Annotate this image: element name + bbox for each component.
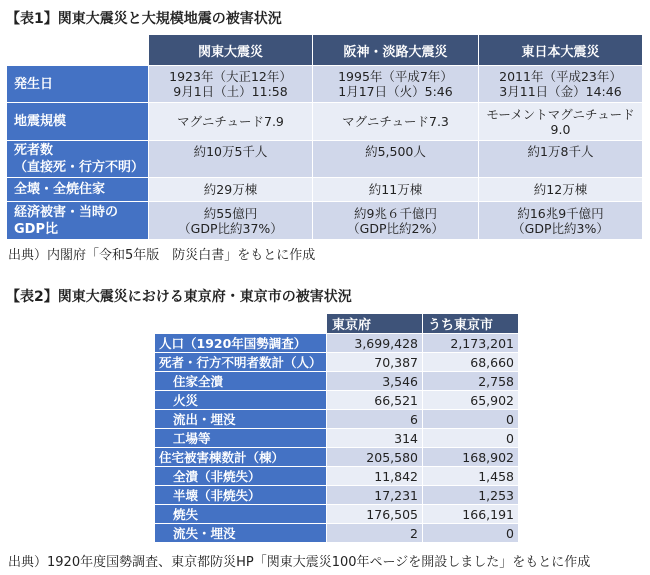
table2-cell: 11,842 — [327, 467, 423, 486]
table1-col-header: 阪神・淡路大震災 — [313, 35, 479, 66]
table2-row-label: 住宅被害棟数計（棟） — [155, 448, 327, 467]
table1-col-header: 関東大震災 — [149, 35, 313, 66]
table1-source: 出典）内閣府「令和5年版 防災白書」をもとに作成 — [8, 248, 316, 263]
table2-row — [155, 410, 519, 429]
table2-cell: 0 — [423, 429, 519, 448]
table2-row-label: 流出・埋没 — [155, 410, 327, 429]
table2-cell: 70,387 — [327, 353, 423, 372]
table1-row-label: 全壊・全焼住家 — [7, 178, 149, 202]
table2-cell: 2 — [327, 524, 423, 543]
table2-cell: 3,699,428 — [327, 334, 423, 353]
table2-cell: 3,546 — [327, 372, 423, 391]
table2-col-header: うち東京市 — [423, 314, 519, 334]
table2-row — [155, 524, 519, 543]
table1-corner — [7, 35, 149, 66]
table2-cell: 1,253 — [423, 486, 519, 505]
table1-cell: 2011年（平成23年） 3月11日（金）14:46 — [479, 66, 643, 103]
table2-row — [155, 505, 519, 524]
table2-cell: 205,580 — [327, 448, 423, 467]
table1-cell: 約1万8千人 — [479, 141, 643, 178]
table2-row-label: 住家全潰 — [155, 372, 327, 391]
table2-row — [155, 353, 519, 372]
table1-title: 【表1】関東大震災と大規模地震の被害状況 — [6, 11, 282, 27]
table2-row — [155, 334, 519, 353]
table1-cell: モーメントマグニチュード 9.0 — [479, 103, 643, 141]
table2-cell: 168,902 — [423, 448, 519, 467]
table2-cell: 314 — [327, 429, 423, 448]
table1-row — [7, 141, 643, 178]
table2-row-label: 人口（1920年国勢調査） — [155, 334, 327, 353]
table2 — [154, 313, 519, 543]
table1-row-label: 死者数 （直接死・行方不明） — [7, 141, 149, 178]
table2-cell: 176,505 — [327, 505, 423, 524]
table2-row — [155, 372, 519, 391]
table2-row — [155, 429, 519, 448]
table1-cell: 1923年（大正12年） 9月1日（土）11:58 — [149, 66, 313, 103]
table2-header-row — [155, 314, 519, 334]
table1-cell: 約11万棟 — [313, 178, 479, 202]
table2-row-label: 死者・行方不明者数計（人） — [155, 353, 327, 372]
table2-cell: 1,458 — [423, 467, 519, 486]
table2-row-label: 半壊（非焼失） — [155, 486, 327, 505]
table1-cell: 約55億円 （GDP比約37%） — [149, 202, 313, 240]
table2-cell: 6 — [327, 410, 423, 429]
table2-row — [155, 391, 519, 410]
table1-cell: 約5,500人 — [313, 141, 479, 178]
table2-cell: 17,231 — [327, 486, 423, 505]
table1 — [6, 34, 643, 240]
table1-cell: マグニチュード7.3 — [313, 103, 479, 141]
table2-cell: 166,191 — [423, 505, 519, 524]
table1-row — [7, 178, 643, 202]
table1-cell: マグニチュード7.9 — [149, 103, 313, 141]
table1-col-header: 東日本大震災 — [479, 35, 643, 66]
table1-cell: 約29万棟 — [149, 178, 313, 202]
table1-cell: 1995年（平成7年） 1月17日（火）5:46 — [313, 66, 479, 103]
table2-cell: 0 — [423, 410, 519, 429]
table1-row-label: 発生日 — [7, 66, 149, 103]
table2-cell: 66,521 — [327, 391, 423, 410]
table2-cell: 68,660 — [423, 353, 519, 372]
table1-row — [7, 103, 643, 141]
table1-cell: 約10万5千人 — [149, 141, 313, 178]
table1-row — [7, 66, 643, 103]
table2-cell: 65,902 — [423, 391, 519, 410]
table2-row-label: 火災 — [155, 391, 327, 410]
table1-cell: 約16兆9千億円 （GDP比約3%） — [479, 202, 643, 240]
table1-cell: 約9兆６千億円 （GDP比約2%） — [313, 202, 479, 240]
table2-row — [155, 448, 519, 467]
table2-row-label: 流失・埋没 — [155, 524, 327, 543]
table2-col-header: 東京府 — [327, 314, 423, 334]
table1-row-label: 地震規模 — [7, 103, 149, 141]
table2-row-label: 全潰（非焼失） — [155, 467, 327, 486]
table2-source: 出典）1920年度国勢調査、東京都防災HP「関東大震災100年ページを開設しました」をもとに作成 — [8, 555, 591, 570]
table1-row-label: 経済被害・当時の GDP比 — [7, 202, 149, 240]
table2-row — [155, 486, 519, 505]
table2-row-label: 工場等 — [155, 429, 327, 448]
table2-cell: 2,173,201 — [423, 334, 519, 353]
table1-row — [7, 202, 643, 240]
table2-corner — [155, 314, 327, 334]
table2-title: 【表2】関東大震災における東京府・東京市の被害状況 — [6, 289, 352, 305]
table2-row-label: 焼失 — [155, 505, 327, 524]
table1-cell: 約12万棟 — [479, 178, 643, 202]
table2-cell: 0 — [423, 524, 519, 543]
table2-row — [155, 467, 519, 486]
table2-cell: 2,758 — [423, 372, 519, 391]
table1-header-row — [7, 35, 643, 66]
